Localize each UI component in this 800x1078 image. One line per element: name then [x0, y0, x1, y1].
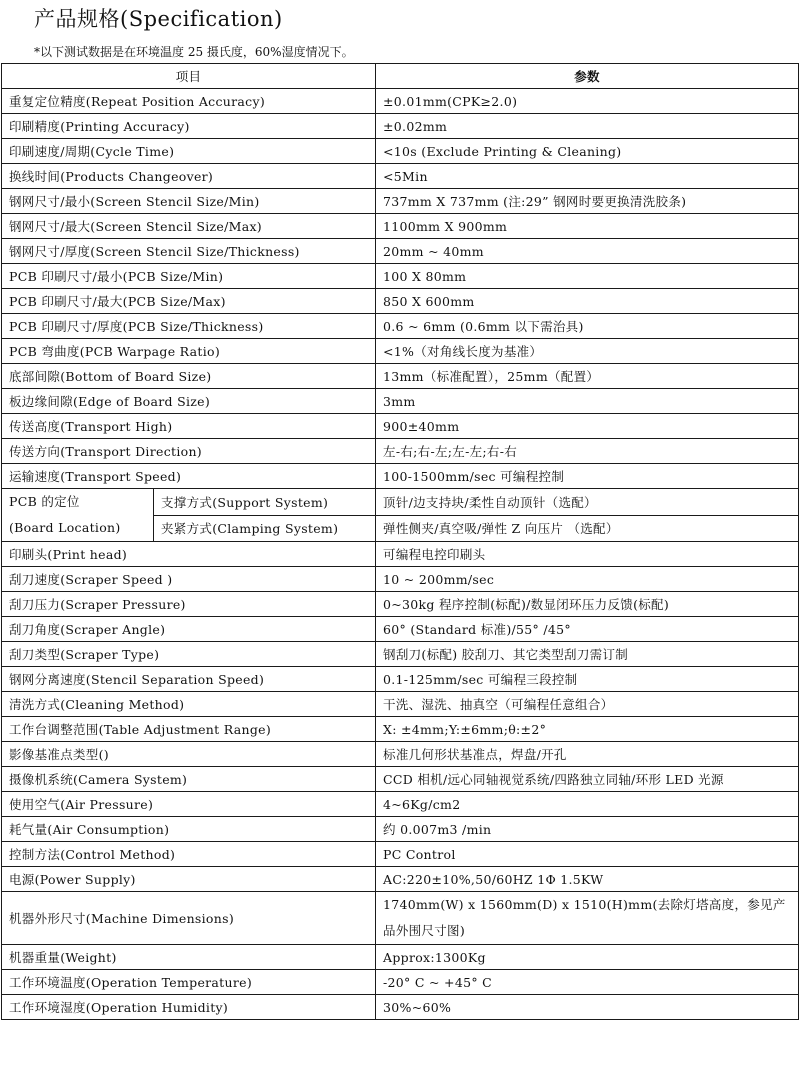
table-row [2, 364, 799, 389]
spec-item-cell: PCB 印刷尺寸/最大(PCB Size/Max) [2, 289, 376, 314]
table-row [2, 642, 799, 667]
support-system-item: 支撑方式(Support System) [154, 489, 376, 516]
spec-item-cell: 传送方向(Transport Direction) [2, 439, 376, 464]
spec-value-cell: 850 X 600mm [376, 289, 799, 314]
spec-item-cell: 耗气量(Air Consumption) [2, 817, 376, 842]
spec-item-cell: PCB 印刷尺寸/最小(PCB Size/Min) [2, 264, 376, 289]
spec-value-cell: 20mm ~ 40mm [376, 239, 799, 264]
table-row [2, 867, 799, 892]
spec-item-cell: 刮刀压力(Scraper Pressure) [2, 592, 376, 617]
table-row [2, 214, 799, 239]
pcb-location-label-line2: (Board Location) [9, 520, 121, 535]
header-item: 项目 [2, 64, 376, 89]
spec-item-cell: 控制方法(Control Method) [2, 842, 376, 867]
table-row [2, 667, 799, 692]
table-row [2, 464, 799, 489]
spec-item-cell: 工作环境温度(Operation Temperature) [2, 970, 376, 995]
spec-value-cell: 0.6 ~ 6mm (0.6mm 以下需治具) [376, 314, 799, 339]
spec-value-cell: 100 X 80mm [376, 264, 799, 289]
test-condition-note: *以下测试数据是在环境温度 25 摄氏度，60%湿度情况下。 [34, 45, 354, 59]
pcb-location-group [2, 489, 799, 542]
table-row [2, 239, 799, 264]
spec-item-cell: 运输速度(Transport Speed) [2, 464, 376, 489]
spec-value-cell: PC Control [376, 842, 799, 867]
table-row [2, 592, 799, 617]
spec-value-cell: -20° C ~ +45° C [376, 970, 799, 995]
spec-item-cell: 工作环境湿度(Operation Humidity) [2, 995, 376, 1020]
spec-item-cell: 重复定位精度(Repeat Position Accuracy) [2, 89, 376, 114]
spec-item-cell: 印刷速度/周期(Cycle Time) [2, 139, 376, 164]
spec-value-cell: 13mm（标准配置），25mm（配置） [376, 364, 799, 389]
table-row [2, 439, 799, 464]
spec-value-cell: ±0.01mm(CPK≥2.0) [376, 89, 799, 114]
spec-item-cell: 板边缘间隙(Edge of Board Size) [2, 389, 376, 414]
specification-table [1, 63, 799, 1020]
table-row [2, 792, 799, 817]
spec-item-cell: 电源(Power Supply) [2, 867, 376, 892]
spec-rows-group-c [2, 945, 799, 1020]
clamping-system-value: 弹性侧夹/真空吸/弹性 Z 向压片 （选配） [376, 515, 799, 542]
table-row [2, 817, 799, 842]
spec-value-cell: 737mm X 737mm (注:29” 钢网时要更换清洗胶条) [376, 189, 799, 214]
spec-value-cell: <1%（对角线长度为基准） [376, 339, 799, 364]
spec-rows-group-a [2, 89, 799, 489]
spec-value-cell: 60° (Standard 标准)/55° /45° [376, 617, 799, 642]
table-row [2, 542, 799, 567]
table-row [2, 892, 799, 945]
page-title: 产品规格(Specification) [34, 7, 283, 31]
spec-item-cell: 刮刀角度(Scraper Angle) [2, 617, 376, 642]
spec-value-cell: 3mm [376, 389, 799, 414]
spec-value-cell: <10s (Exclude Printing & Cleaning) [376, 139, 799, 164]
table-row [2, 489, 799, 516]
spec-value-cell: 可编程电控印刷头 [376, 542, 799, 567]
spec-value-cell: 10 ~ 200mm/sec [376, 567, 799, 592]
spec-value-cell: CCD 相机/远心同轴视觉系统/四路独立同轴/环形 LED 光源 [376, 767, 799, 792]
spec-value-cell: 30%~60% [376, 995, 799, 1020]
spec-item-cell: 钢网尺寸/厚度(Screen Stencil Size/Thickness) [2, 239, 376, 264]
pcb-location-label-line1: PCB 的定位 [9, 494, 80, 509]
table-row [2, 945, 799, 970]
spec-item-cell: 钢网分离速度(Stencil Separation Speed) [2, 667, 376, 692]
spec-value-cell: <5Min [376, 164, 799, 189]
spec-value-cell: 900±40mm [376, 414, 799, 439]
spec-item-cell: 钢网尺寸/最小(Screen Stencil Size/Min) [2, 189, 376, 214]
table-row [2, 139, 799, 164]
table-row [2, 389, 799, 414]
table-row [2, 617, 799, 642]
spec-value-cell: X: ±4mm;Y:±6mm;θ:±2° [376, 717, 799, 742]
spec-item-cell: 使用空气(Air Pressure) [2, 792, 376, 817]
spec-value-cell: 1100mm X 900mm [376, 214, 799, 239]
table-row [2, 567, 799, 592]
table-row [2, 339, 799, 364]
spec-item-cell: 换线时间(Products Changeover) [2, 164, 376, 189]
machine-dimensions-group [2, 892, 799, 945]
support-system-value: 顶针/边支持块/柔性自动顶针（选配） [376, 489, 799, 516]
table-row [2, 742, 799, 767]
table-row [2, 970, 799, 995]
spec-item-cell: 影像基准点类型() [2, 742, 376, 767]
table-row [2, 414, 799, 439]
spec-item-cell: 刮刀速度(Scraper Speed ) [2, 567, 376, 592]
spec-value-cell: 左-右;右-左;左-左;右-右 [376, 439, 799, 464]
table-row [2, 289, 799, 314]
table-row [2, 114, 799, 139]
spec-item-cell: 机器重量(Weight) [2, 945, 376, 970]
spec-item-cell: 刮刀类型(Scraper Type) [2, 642, 376, 667]
spec-item-cell: 底部间隙(Bottom of Board Size) [2, 364, 376, 389]
spec-value-cell: 标准几何形状基准点，焊盘/开孔 [376, 742, 799, 767]
table-row [2, 767, 799, 792]
table-row [2, 314, 799, 339]
spec-value-cell: Approx:1300Kg [376, 945, 799, 970]
table-row [2, 164, 799, 189]
spec-value-cell: 0~30kg 程序控制(标配)/数显闭环压力反馈(标配) [376, 592, 799, 617]
clamping-system-item: 夹紧方式(Clamping System) [154, 515, 376, 542]
spec-item-cell: 钢网尺寸/最大(Screen Stencil Size/Max) [2, 214, 376, 239]
table-row [2, 692, 799, 717]
spec-value-cell: ±0.02mm [376, 114, 799, 139]
spec-item-cell: PCB 印刷尺寸/厚度(PCB Size/Thickness) [2, 314, 376, 339]
spec-value-cell: 约 0.007m3 /min [376, 817, 799, 842]
header-param: 参数 [376, 64, 799, 89]
table-row [2, 717, 799, 742]
table-row [2, 89, 799, 114]
spec-value-cell: 钢刮刀(标配) 胶刮刀、其它类型刮刀需订制 [376, 642, 799, 667]
spec-item-cell: PCB 弯曲度(PCB Warpage Ratio) [2, 339, 376, 364]
table-header-row [2, 64, 799, 89]
pcb-location-label [2, 489, 154, 542]
spec-rows-group-b [2, 542, 799, 892]
spec-item-cell: 摄像机系统(Camera System) [2, 767, 376, 792]
spec-item-cell: 清洗方式(Cleaning Method) [2, 692, 376, 717]
table-row [2, 189, 799, 214]
spec-value-cell: 干洗、湿洗、抽真空（可编程任意组合） [376, 692, 799, 717]
table-row [2, 842, 799, 867]
spec-item-cell: 印刷精度(Printing Accuracy) [2, 114, 376, 139]
spec-item-cell: 传送高度(Transport High) [2, 414, 376, 439]
table-row [2, 995, 799, 1020]
spec-item-cell: 工作台调整范围(Table Adjustment Range) [2, 717, 376, 742]
machine-dimensions-value: 1740mm(W) x 1560mm(D) x 1510(H)mm(去除灯塔高度，参见产品外围尺寸图) [376, 892, 799, 945]
spec-value-cell: AC:220±10%,50/60HZ 1Φ 1.5KW [376, 867, 799, 892]
spec-value-cell: 100-1500mm/sec 可编程控制 [376, 464, 799, 489]
machine-dimensions-item: 机器外形尺寸(Machine Dimensions) [2, 892, 376, 945]
spec-item-cell: 印刷头(Print head) [2, 542, 376, 567]
spec-value-cell: 4~6Kg/cm2 [376, 792, 799, 817]
spec-value-cell: 0.1-125mm/sec 可编程三段控制 [376, 667, 799, 692]
table-row [2, 264, 799, 289]
